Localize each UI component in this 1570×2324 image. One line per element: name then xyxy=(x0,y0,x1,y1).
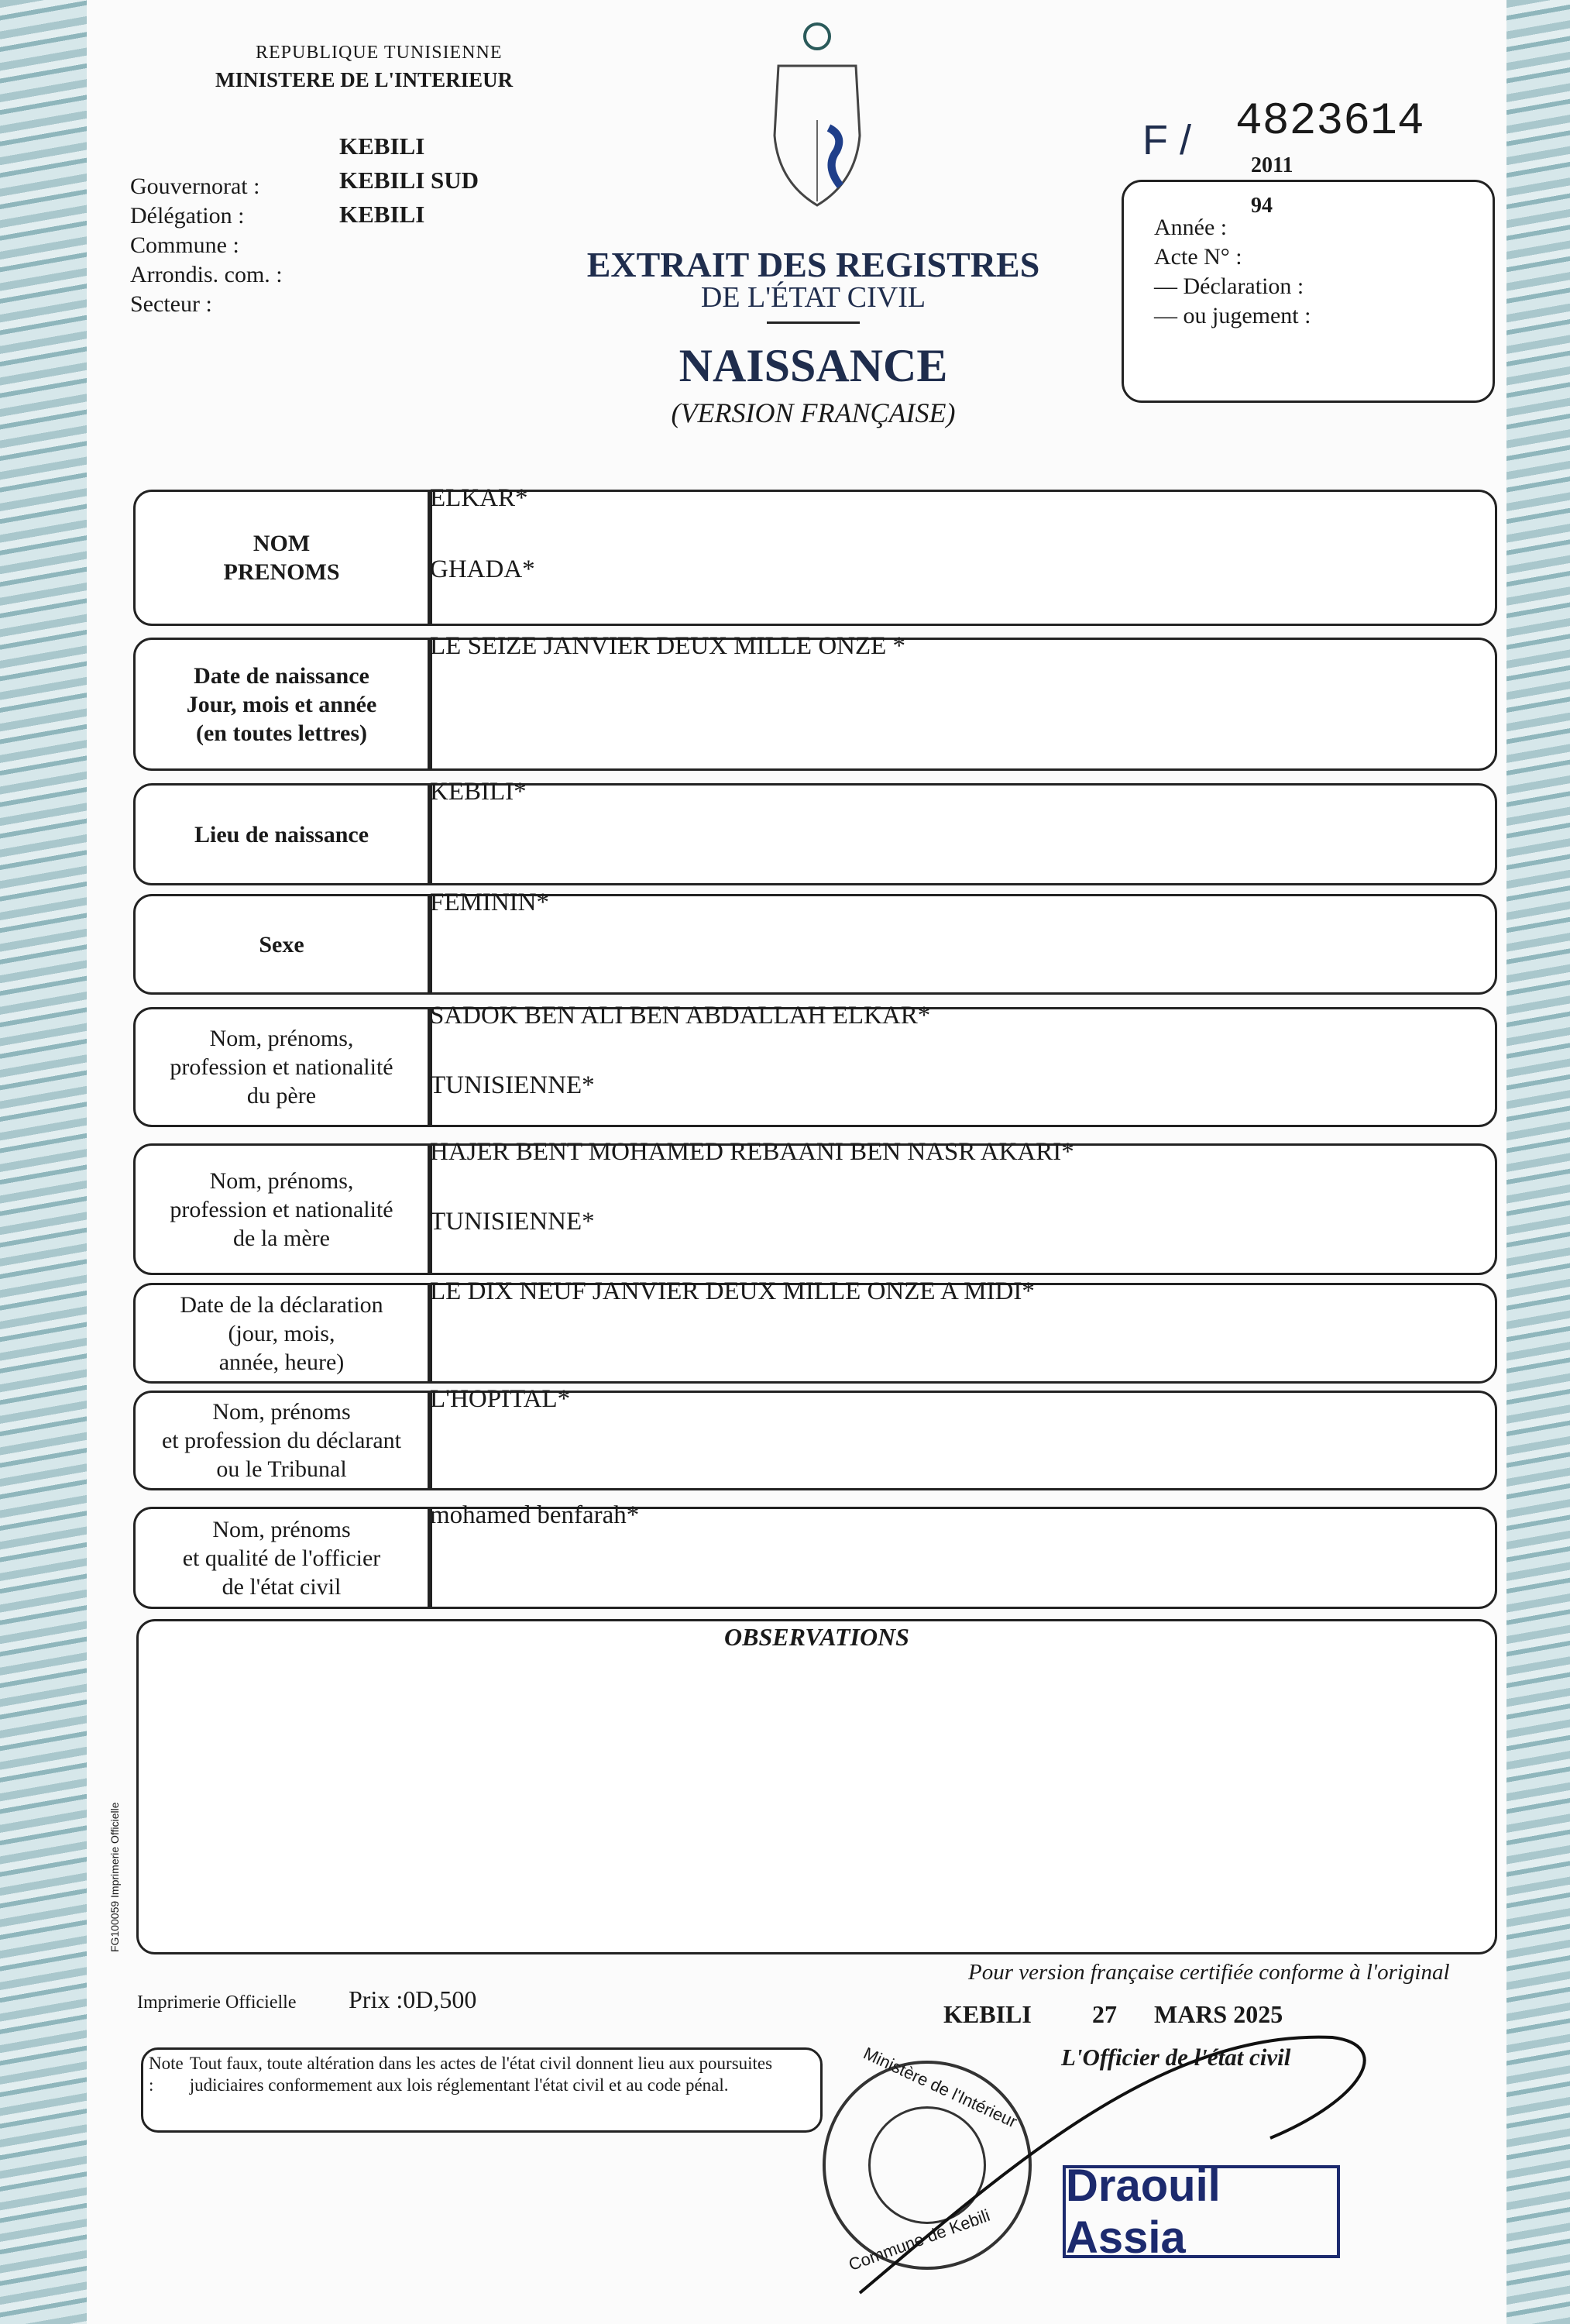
row-value: KEBILI* xyxy=(430,778,527,806)
row-label-text: Nom, prénoms et profession du déclarant ou le Tribunal xyxy=(161,1399,402,1482)
row-value: SADOK BEN ALI BEN ABDALLAH ELKAR* xyxy=(430,1002,931,1030)
stamp-bottom-text: Commune de Kebili xyxy=(846,2205,993,2275)
side-print-code: FG100059 Imprimerie Officielle xyxy=(108,1802,121,1952)
arrondissement-label: Arrondis. com. : xyxy=(130,262,283,287)
commune-label: Commune : xyxy=(130,232,239,258)
row-value: mohamed benfarah* xyxy=(430,1501,640,1529)
registry-labels xyxy=(1154,213,1311,331)
row-value-box xyxy=(430,490,1497,626)
row-label-text: Date de la déclaration (jour, mois, année, heure) xyxy=(180,1291,383,1375)
stamp-top-text: Ministère de l'Intérieur xyxy=(861,2043,1021,2132)
row-value: TUNISIENNE* xyxy=(430,1071,595,1099)
row-value-box xyxy=(430,783,1497,885)
title-extrait: EXTRAIT DES REGISTRES xyxy=(586,245,1040,284)
month-year-label: MARS 2025 xyxy=(1154,2000,1283,2028)
delegation-value: KEBILI SUD xyxy=(339,167,479,194)
gouvernorat-value: KEBILI xyxy=(339,132,425,160)
row-label-text: Nom, prénoms, profession et nationalité de la mère xyxy=(170,1167,393,1251)
ministry-label: MINISTERE DE L'INTERIEUR xyxy=(215,68,514,91)
row-label xyxy=(133,1283,430,1384)
secteur-label: Secteur : xyxy=(130,291,212,317)
year-value: 2011 xyxy=(1251,153,1293,177)
row-value-box xyxy=(430,1391,1497,1490)
row-label xyxy=(133,1507,430,1609)
row-label-text: Sexe xyxy=(259,931,304,957)
officer-name-stamp: Draouil Assia xyxy=(1063,2165,1340,2258)
row-label-text: Nom, prénoms et qualité de l'officier de l'état civil xyxy=(182,1516,381,1600)
delegation-label: Délégation : xyxy=(130,203,245,229)
jugement-label: — ou jugement : xyxy=(1154,303,1311,328)
row-label xyxy=(133,1391,430,1490)
admin-values xyxy=(339,132,479,229)
row-value: HAJER BENT MOHAMED REBAANI BEN NASR AKARI* xyxy=(430,1138,1074,1166)
row-value: LE SEIZE JANVIER DEUX MILLE ONZE * xyxy=(430,632,906,660)
row-value-box xyxy=(430,894,1497,995)
note xyxy=(149,2053,815,2096)
officer-title: L'Officier de l'état civil xyxy=(1061,2044,1291,2071)
row-value: LE DIX NEUF JANVIER DEUX MILLE ONZE A MIDI* xyxy=(430,1277,1035,1305)
title-naissance: NAISSANCE xyxy=(679,340,948,391)
observations-label: OBSERVATIONS xyxy=(724,1623,909,1651)
row-label-text: Lieu de naissance xyxy=(194,821,369,847)
row-label xyxy=(133,638,430,771)
row-label xyxy=(133,1143,430,1275)
serial-number: 4823614 xyxy=(1235,97,1424,147)
commune-value: KEBILI xyxy=(339,201,425,228)
certified-text: Pour version française certifiée conforme à l'original xyxy=(968,1960,1450,1985)
observations-box xyxy=(136,1619,1497,1954)
gouvernorat-label: Gouvernorat : xyxy=(130,174,260,199)
title-etat-civil: DE L'ÉTAT CIVIL xyxy=(700,281,926,314)
row-label xyxy=(133,490,430,626)
printer-label: Imprimerie Officielle xyxy=(137,1992,297,2013)
place-label: KEBILI xyxy=(943,2000,1032,2028)
admin-labels xyxy=(130,172,283,319)
day-label: 27 xyxy=(1092,2000,1117,2028)
row-value: TUNISIENNE* xyxy=(430,1208,595,1236)
row-label-text: Nom, prénoms, profession et nationalité du père xyxy=(170,1026,393,1109)
decorative-border-right xyxy=(1506,0,1570,2324)
republic-label: REPUBLIQUE TUNISIENNE xyxy=(256,43,503,63)
title-version: (VERSION FRANÇAISE) xyxy=(671,397,956,428)
row-label xyxy=(133,1007,430,1127)
note-label: Note : xyxy=(149,2054,184,2095)
act-value: 94 xyxy=(1251,194,1273,218)
row-label-text: NOM PRENOMS xyxy=(223,531,340,585)
decorative-border-left xyxy=(0,0,87,2324)
row-label xyxy=(133,783,430,885)
serial-prefix: F / xyxy=(1142,117,1191,163)
note-text: Tout faux, toute altération dans les actes de l'état civil donnent lieu aux poursuites judiciaires conformement aux lois réglementant l'état civil et au code pénal. xyxy=(189,2054,773,2095)
row-value: L'HOPITAL* xyxy=(430,1385,571,1413)
row-value: GHADA* xyxy=(430,555,535,583)
coat-of-arms-icon xyxy=(755,19,879,213)
acte-label: Acte N° : xyxy=(1154,244,1242,270)
price-label: Prix :0D,500 xyxy=(349,1985,477,2013)
row-value: ELKAR* xyxy=(430,484,528,512)
row-value: FEMININ* xyxy=(430,889,549,916)
annee-label: Année : xyxy=(1154,215,1228,240)
declaration-label: — Déclaration : xyxy=(1154,273,1304,299)
row-label xyxy=(133,894,430,995)
title-divider xyxy=(767,321,860,324)
row-label-text: Date de naissance Jour, mois et année (en toutes lettres) xyxy=(186,662,377,746)
